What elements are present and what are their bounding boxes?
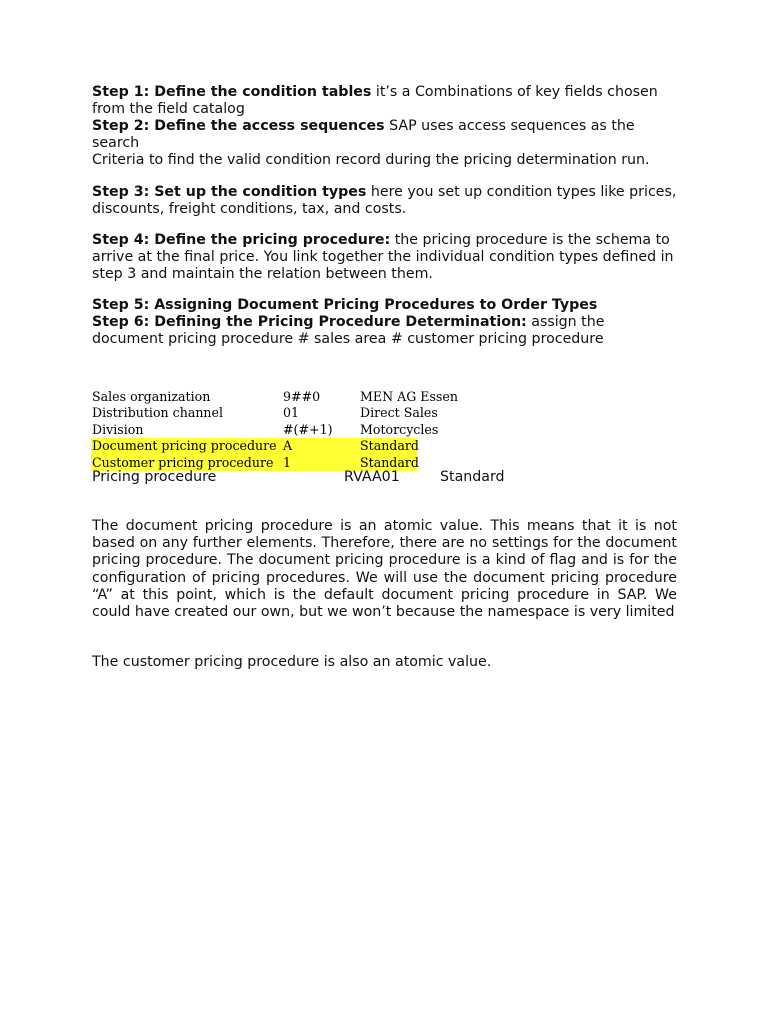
pricing-procedure-value: Standard bbox=[440, 469, 505, 485]
step-1 bbox=[92, 84, 677, 118]
table-cell-code: 1 bbox=[283, 454, 292, 470]
table-cell-code: 01 bbox=[283, 405, 300, 421]
pricing-procedure-label: Pricing procedure bbox=[92, 469, 217, 485]
paragraph-document-pricing: The document pricing procedure is an atomic value. This means that it is not based on any further elements. Therefore, there are no settings for the document pricing procedure. The document pricing procedure is a kind of flag and is for the configuration of pricing procedures. We will use the document pricing procedure “A” at this point, which is the default document pricing procedure in SAP. We could have created our own, but we won’t because the namespace is very limited bbox=[92, 518, 677, 621]
table-cell-value: MEN AG Essen bbox=[360, 389, 458, 404]
table-cell-code: 9##0 bbox=[283, 389, 321, 404]
step-2 bbox=[92, 118, 677, 152]
table-cell-value: Standard bbox=[360, 438, 419, 454]
table-cell-value: Direct Sales bbox=[360, 405, 438, 421]
spacer bbox=[92, 169, 677, 184]
step-1-title: Step 1: Define the condition tables bbox=[92, 84, 372, 100]
spacer bbox=[92, 218, 677, 232]
step-5 bbox=[92, 297, 677, 314]
step-4-text: the pricing procedure is the schema to arrive at the final price. You link together the individual condition types defined in step 3 and maintain the relation between them. bbox=[92, 232, 674, 282]
step-3 bbox=[92, 184, 677, 218]
table-cell-code: #(#+1) bbox=[283, 421, 333, 437]
document-body bbox=[92, 84, 677, 348]
step-2-text: SAP uses access sequences as the search bbox=[92, 118, 635, 151]
step-2-continuation: Criteria to find the valid condition record during the pricing determination run. bbox=[92, 152, 650, 168]
paragraph-customer-pricing: The customer pricing procedure is also an atomic value. bbox=[92, 654, 492, 670]
step-2-title: Step 2: Define the access sequences bbox=[92, 118, 385, 134]
table-cell-label: Distribution channel bbox=[92, 405, 224, 421]
step-1-text: it’s a Combinations of key fields chosen from the field catalog bbox=[92, 84, 658, 117]
step-4-title: Step 4: Define the pricing procedure: bbox=[92, 232, 391, 248]
step-3-title: Step 3: Set up the condition types bbox=[92, 184, 367, 200]
table-cell-label: Customer pricing procedure bbox=[92, 454, 274, 470]
step-3-text: here you set up condition types like prices, discounts, freight conditions, tax, and costs. bbox=[92, 184, 677, 217]
table-cell-label: Document pricing procedure bbox=[92, 438, 277, 454]
step-4 bbox=[92, 232, 677, 283]
table-cell-label: Sales organization bbox=[92, 389, 211, 404]
table-cell-value: Standard bbox=[360, 454, 419, 470]
step-6-title: Step 6: Defining the Pricing Procedure Determination: bbox=[92, 314, 527, 330]
step-5-title: Step 5: Assigning Document Pricing Procedures to Order Types bbox=[92, 297, 598, 313]
pricing-procedure-code: RVAA01 bbox=[344, 469, 400, 485]
table-cell-label: Division bbox=[92, 421, 144, 437]
step-6-text: assign the document pricing procedure # sales area # customer pricing procedure bbox=[92, 314, 605, 347]
spacer bbox=[92, 283, 677, 297]
table-cell-code: A bbox=[283, 438, 293, 454]
table-cell-value: Motorcycles bbox=[360, 421, 439, 437]
step-6 bbox=[92, 314, 677, 348]
